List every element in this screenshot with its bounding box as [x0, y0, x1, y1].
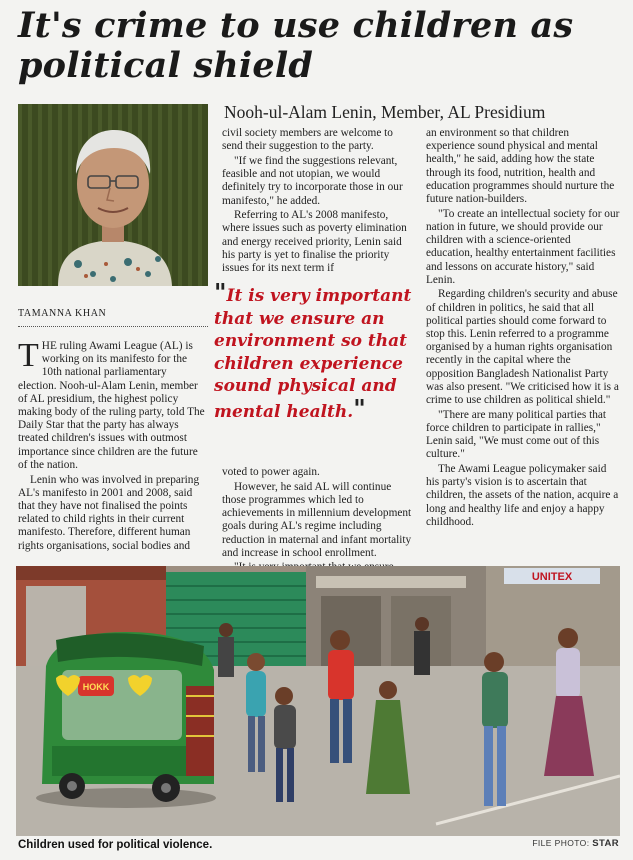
byline-divider: [18, 326, 208, 327]
paragraph: voted to power again.: [222, 466, 320, 478]
portrait-photo: [18, 104, 208, 286]
street-scene-illustration: [16, 566, 620, 836]
news-photo: [16, 566, 620, 836]
paragraph: However, he said AL will continue those programmes which led to achievements in millennium development goals during AL's regime including reduction in maternal and infant mortality and increase in school enrollment.: [222, 480, 412, 559]
photo-credit: FILE PHOTO: STAR: [532, 838, 619, 849]
paragraph: "If we find the suggestions relevant, feasible and not utopian, we would definitely try to incorporate those in our manifesto," he added.: [222, 154, 403, 207]
column-1: [18, 337, 208, 554]
paragraph: civil society members are welcome to send their suggestion to the party.: [222, 127, 393, 153]
drop-cap: T: [18, 337, 39, 374]
open-quote-mark: ": [214, 278, 227, 307]
paragraph: "There are many political parties that force children to participate in rallies," Lenin said, "We must come out of this culture.": [426, 408, 607, 461]
column-2-top: [222, 127, 412, 277]
byline: TAMANNA KHAN: [18, 308, 107, 319]
paragraph: an environment so that children experience sound physical and mental health," he said, adding how the state through its food, nutrition, health and education programmes should nurture the future nation-builders.: [426, 127, 615, 206]
column-3: [426, 127, 620, 531]
auto-rickshaw: [36, 632, 216, 808]
column-2-bottom: [222, 466, 412, 576]
headline: It's crime to use children as political shield: [18, 5, 574, 86]
shop-sign-text: UNITEX: [531, 571, 573, 583]
portrait-illustration: [18, 104, 208, 286]
paragraph: Referring to AL's 2008 manifesto, where issues such as poverty elimination and energy received priority, Lenin said his party is yet to finalise the priority issues for its next term if: [222, 209, 407, 275]
close-quote-mark: ": [353, 393, 366, 423]
auto-sign-text: HOKK: [82, 682, 110, 692]
paragraph-1: THE ruling Awami League (AL) is working on its manifesto for the 10th national parliamentary election. Nooh-ul-Alam Lenin, member of AL presidium, the highest policy making body of the ruling party, told The Daily Star that the party has always treated children's issues with outmost importance since children are the future of the nation.: [18, 337, 205, 471]
pull-quote: "It is very important that we ensure an environment so that children experience sound physical and mental health.": [214, 278, 412, 423]
paragraph: The Awami League policymaker said his party's vision is to ascertain that children, the assets of the nation, acquire a long and healthy life and enjoy a happy childhood.: [426, 463, 619, 528]
paragraph-2: Lenin who was involved in preparing AL's manifesto in 2001 and 2008, said that they have not finalised the points related to child rights in their current manifesto. Therefore, different human rights organisations, social bodies and: [18, 473, 200, 552]
credit-brand: STAR: [592, 838, 619, 849]
subhead: Nooh-ul-Alam Lenin, Member, AL Presidium: [224, 102, 546, 122]
paragraph: Regarding children's security and abuse of children in politics, he said that all political parties should come forward to stop this. Lenin referred to a programme organised by a human rights organisation recently in the capital where the opposition Bangladesh Nationalist Party was also present. "We criticised how it is a crime to use children as political shield.": [426, 288, 619, 407]
paragraph: "To create an intellectual society for our nation in future, we should provide our children with a science-oriented education, healthy entertainment facilities and lessons on accurate history," said Lenin.: [426, 207, 620, 286]
photo-caption: Children used for political violence.: [18, 839, 213, 851]
